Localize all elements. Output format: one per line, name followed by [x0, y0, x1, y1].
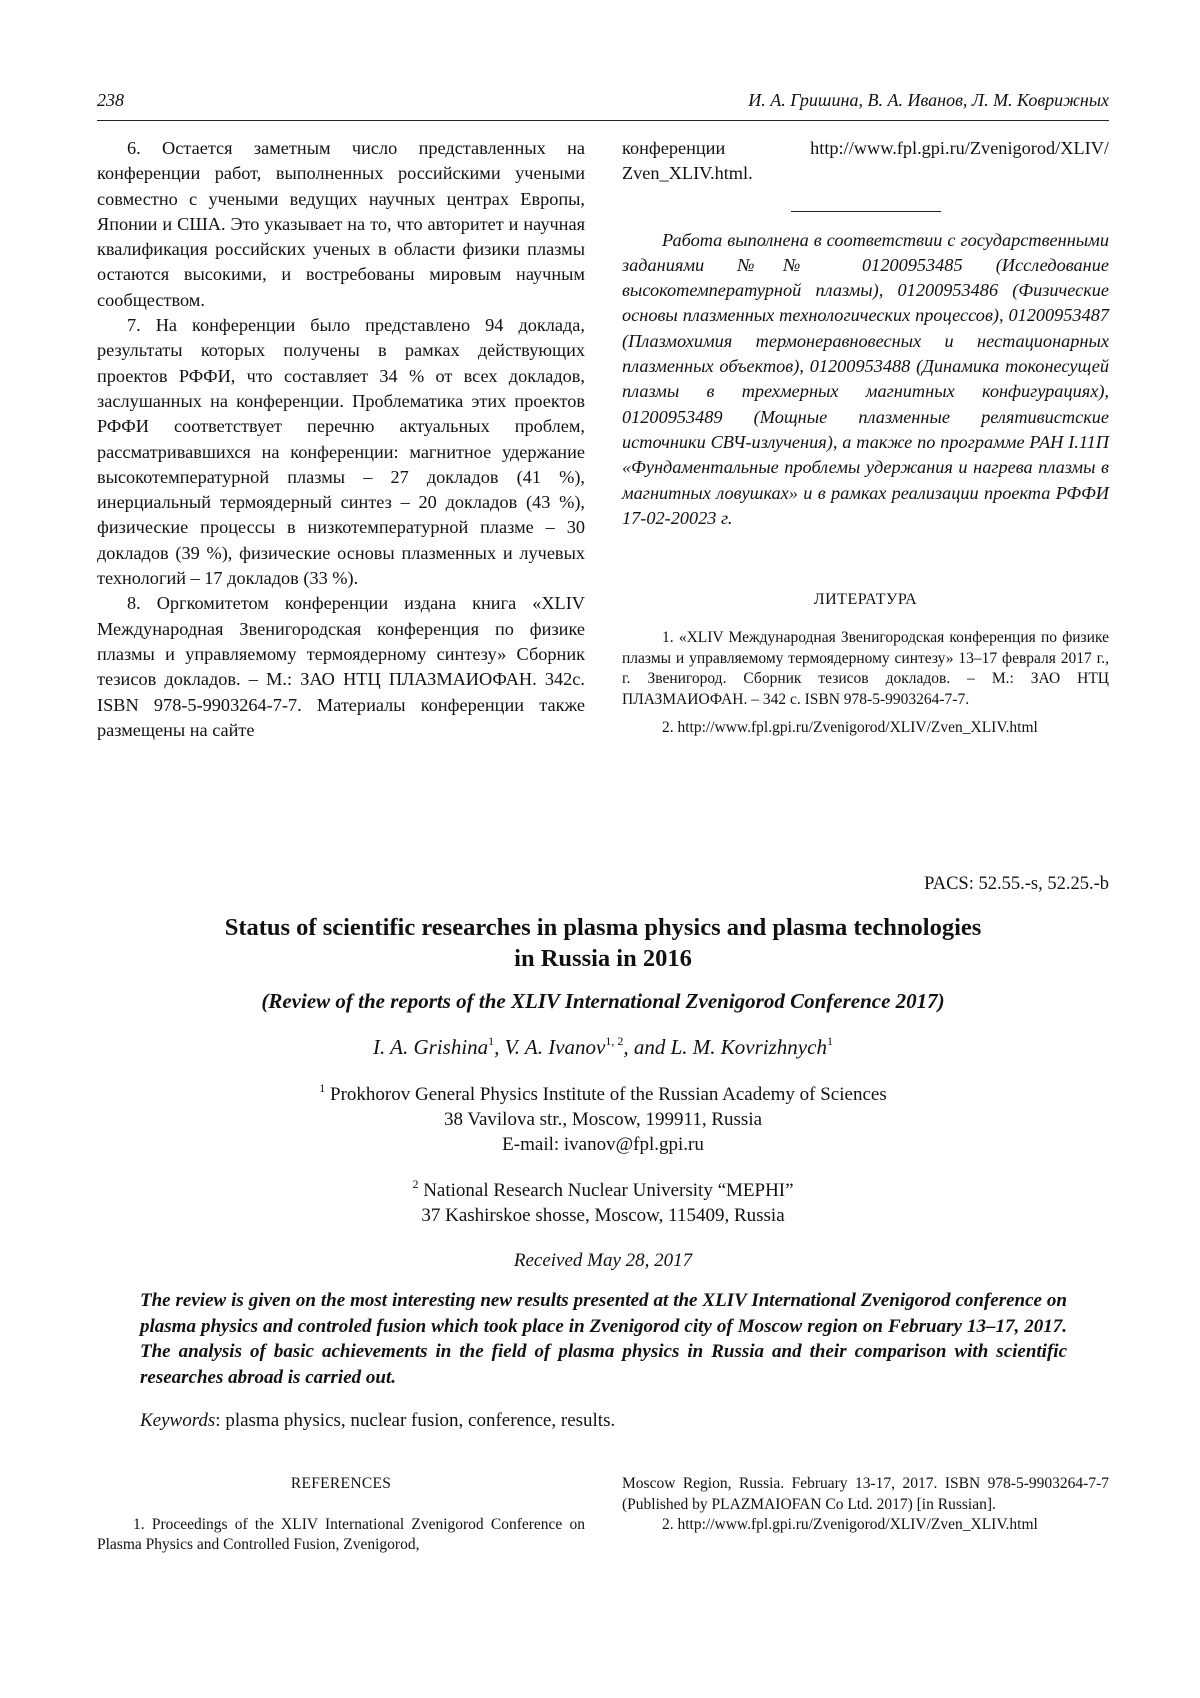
paper-title-line: in Russia in 2016: [514, 945, 692, 972]
author-separator: , and: [623, 1035, 671, 1059]
contact-email: E-mail: ivanov@fpl.gpi.ru: [502, 1134, 704, 1155]
reference-item: 2. http://www.fpl.gpi.ru/Zvenigorod/XLIV/Zven_XLIV.html: [662, 1516, 1038, 1533]
author-name: L. M. Kovrizhnych: [670, 1035, 827, 1059]
paper-title: [97, 912, 1109, 974]
author-name: V. A. Ivanov: [504, 1035, 606, 1059]
header-rule: [97, 120, 1109, 121]
keywords-text: : plasma physics, nuclear fusion, conference, results.: [215, 1410, 616, 1431]
keywords-label: Keywords: [140, 1410, 216, 1431]
paper-title-line: Status of scientific researches in plasma physics and plasma technologies: [224, 914, 982, 941]
literature-heading: ЛИТЕРАТУРА: [813, 591, 918, 609]
paragraph-6: 6. Остается заметным число представленных на конференции работ, выполненных российскими учеными совместно с учеными ведущих научных центрах Европы, Японии и США. Это указывает на то, что авторитет и научная квалификация российских ученых в области физики плазмы остаются высокими, и востребованы мировым научным сообществом.: [97, 138, 585, 310]
author-name: I. A. Grishina: [373, 1035, 489, 1059]
affiliation-1: [97, 1082, 1109, 1157]
affiliation-2: [97, 1178, 1109, 1228]
affiliation-marker: 1: [826, 1034, 833, 1048]
funding-note: Работа выполнена в соответствии с государственными заданиями №№ 01200953485 (Исследование высокотемпературной плазмы), 01200953486 (Физические основы плазменных технологических процессов), 01200953487 (Плазмохимия термонеравновесных и нестационарных плазменных объектов), 01200953488 (Динамика токонесущей плазмы в трехмерных магнитных конфигурациях), 01200953489 (Мощные плазменные релятивистские источники СВЧ-излучения), а также по программе РАН I.11П «Фундаментальные проблемы удержания и нагрева плазмы в магнитных ловушках» и в рамках реализации проекта РФФИ 17-02-20023 г.: [622, 229, 1109, 528]
reference-item-continuation: Moscow Region, Russia. February 13-17, 2017. ISBN 978-5-9903264-7-7 (Published by PLAZMAIOFAN Co Ltd. 2017) [in Russian].: [622, 1475, 1109, 1513]
paragraph-7: 7. На конференции было представлено 94 доклада, результаты которых получены в рамках действующих проектов РФФИ, что составляет 34 % от всех докладов, заслушанных на конференции. Проблематика этих проектов РФФИ соответствует перечню актуальных проблем, рассматривавшихся на конференции: магнитное удержание высокотемпературной плазмы – 27 докладов (41 %), инерциальный термоядерный синтез – 20 докладов (43 %), физические процессы в низкотемпературной плазме – 30 докладов (39 %), физические основы плазменных и лучевых технологий – 17 докладов (33 %).: [97, 315, 585, 589]
abstract: The review is given on the most interesting new results presented at the XLIV International Zvenigorod conference on plasma physics and controled fusion which took place in Zvenigorod city of Moscow region on February 13–17, 2017. The analysis of basic achievements in the field of plasma physics in Russia and their comparison with scientific researches abroad is carried out.: [140, 1290, 1067, 1389]
footnote-separator: [791, 211, 941, 212]
affiliation-marker: 1: [319, 1081, 326, 1095]
references-heading: REFERENCES: [290, 1475, 392, 1492]
paragraph-8-continuation: конференции http://www.fpl.gpi.ru/Zvenigorod/XLIV/ Zven_XLIV.html.: [622, 138, 1109, 184]
right-column: [622, 136, 1109, 739]
affiliation-address: 38 Vavilova str., Moscow, 199911, Russia: [443, 1109, 763, 1130]
page-number: 238: [97, 90, 124, 110]
affiliation-marker: 1: [488, 1034, 495, 1048]
affiliation-address: 37 Kashirskoe shosse, Moscow, 115409, Russia: [421, 1205, 785, 1226]
pacs-codes: PACS: 52.55.-s, 52.25.-b: [924, 874, 1109, 894]
literature-item: 1. «XLIV Международная Звенигородская конференция по физике плазмы и управляемому термоядерному синтезу» 13–17 февраля 2017 г., г. Звенигород. Сборник тезисов докладов. – М.: ЗАО НТЦ ПЛАЗМАИОФАН. – 342 с. ISBN 978-5-9903264-7-7.: [622, 629, 1109, 708]
references-left-column: [97, 1474, 585, 1556]
author-list: [97, 1034, 1109, 1061]
paper-subtitle: (Review of the reports of the XLIV International Zvenigorod Conference 2017): [261, 989, 945, 1013]
paragraph-8: 8. Оргкомитетом конференции издана книга «XLIV Международная Звенигородская конференция по физике плазмы и управляемому термоядерному синтезу» Сборник тезисов докладов. – М.: ЗАО НТЦ ПЛАЗМАИОФАН. 342с. ISBN 978-5-9903264-7-7. Материалы конференции также размещены на сайте: [97, 593, 585, 740]
received-date: Received May 28, 2017: [513, 1250, 693, 1271]
reference-item: 1. Proceedings of the XLIV International Zvenigorod Conference on Plasma Physics and Controlled Fusion, Zvenigorod,: [97, 1515, 585, 1553]
affiliation-marker: 1, 2: [605, 1034, 624, 1048]
affiliation-name: Prokhorov General Physics Institute of the Russian Academy of Sciences: [330, 1084, 887, 1105]
references-right-column: [622, 1474, 1109, 1536]
literature-item: 2. http://www.fpl.gpi.ru/Zvenigorod/XLIV/Zven_XLIV.html: [662, 719, 1038, 737]
keywords: [140, 1408, 1067, 1433]
affiliation-name: National Research Nuclear University “MEPHI”: [423, 1180, 794, 1201]
left-column: [97, 136, 585, 743]
running-authors: И. А. Гришина, В. А. Иванов, Л. М. Коврижных: [748, 90, 1109, 110]
affiliation-marker: 2: [412, 1177, 419, 1191]
author-separator: ,: [494, 1035, 505, 1059]
